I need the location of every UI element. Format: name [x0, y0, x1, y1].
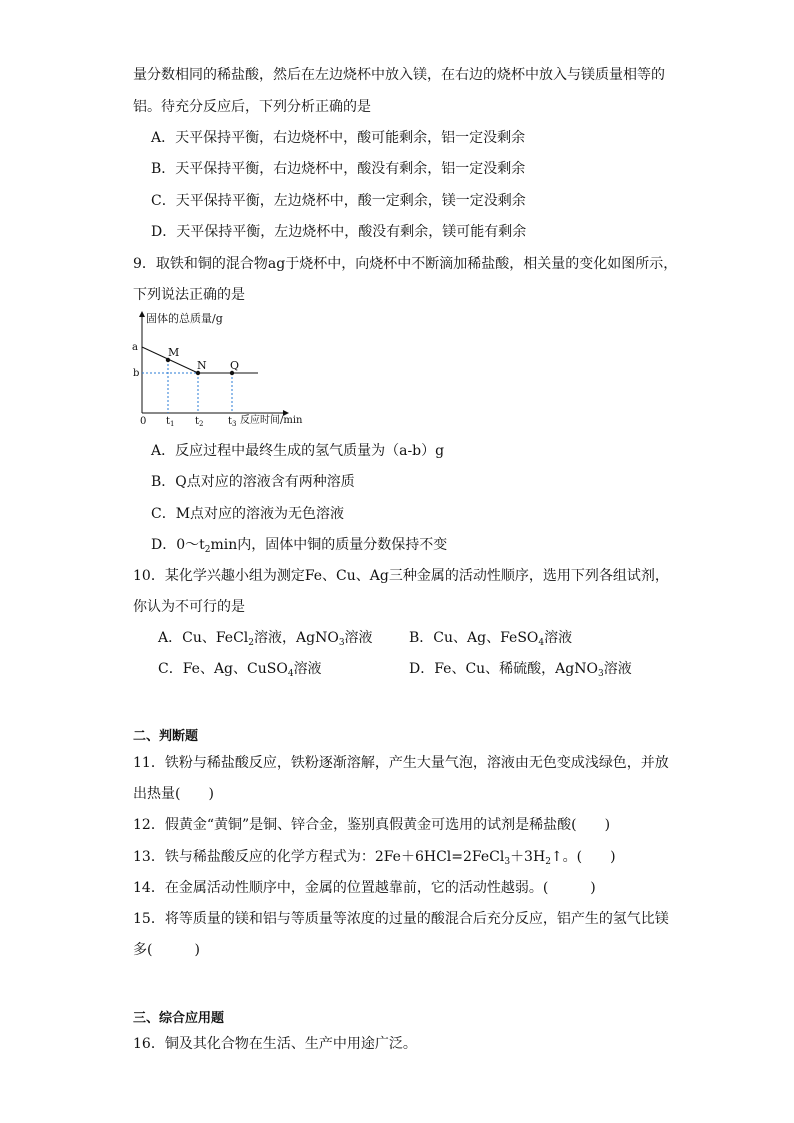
mass-time-chart [128, 310, 308, 430]
y-tick-b: b [133, 368, 140, 379]
q15-line1: 15．将等质量的镁和铝与等质量等浓度的过量的酸混合后充分反应，铝产生的氢气比镁 [133, 911, 669, 927]
q8-option-d: D．天平保持平衡，左边烧杯中，酸没有剩余，镁可能有剩余 [151, 224, 527, 240]
x-axis-label: 反应时间/min [240, 415, 303, 426]
q15-line2: 多( ) [133, 942, 200, 958]
q9-stem-line1: 9．取铁和铜的混合物ag于烧杯中，向烧杯中不断滴加稀盐酸，相关量的变化如图所示， [133, 256, 678, 272]
y-axis-label: 固体的总质量/g [146, 312, 223, 325]
q8-option-a: A．天平保持平衡，右边烧杯中，酸可能剩余，铝一定没剩余 [151, 130, 526, 146]
q10-option-b: B．Cu、Ag、FeSO$_4$溶液 [409, 630, 573, 648]
q10-option-d: D．Fe、Cu、稀硫酸，AgNO$_3$溶液 [409, 661, 632, 679]
section-2-heading: 二、判断题 [133, 729, 199, 744]
q9-option-a: A．反应过程中最终生成的氢气质量为（a-b）g [151, 443, 445, 459]
q8-option-c: C．天平保持平衡，左边烧杯中，酸一定剩余，镁一定没剩余 [151, 193, 526, 209]
q8-stem-line2: 铝。待充分反应后，下列分析正确的是 [133, 99, 371, 115]
q12: 12．假黄金“黄铜”是铜、锌合金，鉴别真假黄金可选用的试剂是稀盐酸( ) [133, 817, 611, 833]
q11-line1: 11．铁粉与稀盐酸反应，铁粉逐渐溶解，产生大量气泡，溶液由无色变成浅绿色，并放 [133, 755, 669, 771]
section-3-heading: 三、综合应用题 [133, 1011, 225, 1026]
q10-stem-line1: 10．某化学兴趣小组为测定Fe、Cu、Ag三种金属的活动性顺序，选用下列各组试剂， [133, 568, 669, 584]
point-m-label: M [168, 346, 180, 359]
q10-stem-line2: 你认为不可行的是 [133, 599, 245, 615]
q9-option-b: B．Q点对应的溶液含有两种溶质 [151, 474, 355, 490]
y-tick-a: a [132, 342, 138, 353]
x-tick-t3: $t_3$ [228, 416, 237, 428]
q10-option-c: C．Fe、Ag、CuSO$_4$溶液 [158, 661, 322, 679]
q16: 16．铜及其化合物在生活、生产中用途广泛。 [133, 1036, 417, 1052]
point-n-label: N [197, 359, 207, 372]
origin-label: 0 [140, 416, 147, 427]
q8-option-b: B．天平保持平衡，右边烧杯中，酸没有剩余，铝一定没剩余 [151, 161, 526, 177]
q13: 13．铁与稀盐酸反应的化学方程式为：$2Fe+6HCl=2FeCl_3+3H_2↑$。( ) [133, 849, 616, 867]
x-tick-t2: $t_2$ [195, 416, 204, 428]
q10-option-a: A．Cu、FeCl$_2$溶液，AgNO$_3$溶液 [158, 630, 373, 648]
q9-option-d: D．$0\sim t_2\min$内，固体中铜的质量分数保持不变 [151, 537, 448, 555]
q14: 14．在金属活动性顺序中，金属的位置越靠前，它的活动性越弱。( ) [133, 880, 596, 896]
q9-stem-line2: 下列说法正确的是 [133, 287, 245, 303]
q11-line2: 出热量( ) [133, 786, 214, 802]
x-tick-t1: $t_1$ [166, 416, 175, 428]
point-q-label: Q [230, 359, 240, 372]
q8-stem-line1: 量分数相同的稀盐酸，然后在左边烧杯中放入镁，在右边的烧杯中放入与镁质量相等的 [133, 67, 665, 83]
q9-option-c: C．M点对应的溶液为无色溶液 [151, 506, 345, 522]
